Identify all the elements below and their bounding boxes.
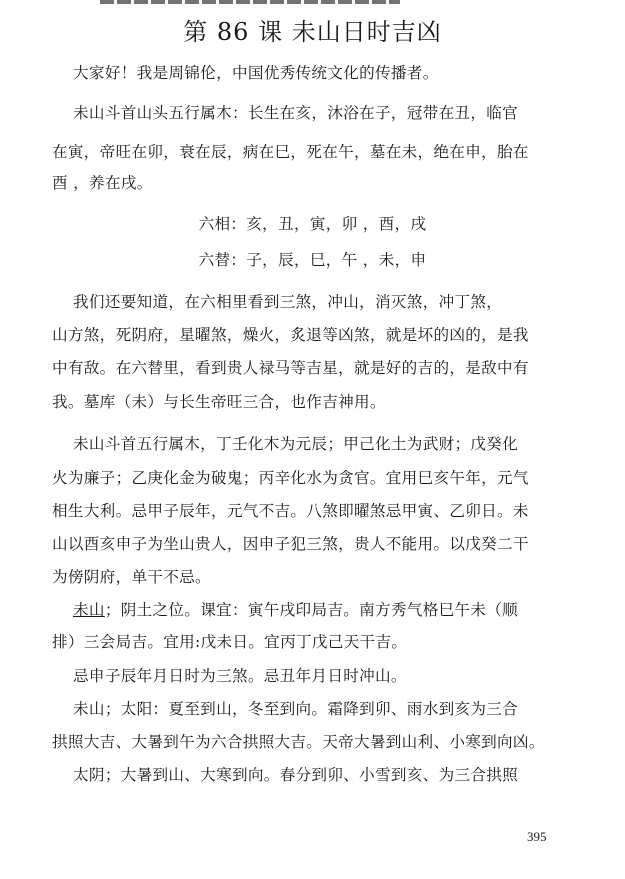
text-line-centered: 六相：亥，丑，寅，卯 ，酉，戌 (198, 215, 427, 233)
text-line: 排）三会局吉。宜用:戊未日。宜丙丁戊己天干吉。 (52, 633, 408, 651)
text-line: 未山；阴土之位。课宜：寅午戌印局吉。南方秀气格巳午未（顺 (73, 601, 519, 619)
underlined-term: 未山 (73, 601, 105, 619)
text-line: 在寅，帝旺在卯，衰在辰，病在巳，死在午，墓在未，绝在申，胎在 (52, 143, 529, 161)
text-line: 相生大利。忌甲子辰年，元气不吉。八煞即曜煞忌甲寅、乙卯日。未 (52, 502, 529, 520)
text-line: 山方煞，死阴府，星曜煞，燥火，炙退等凶煞，就是坏的凶的，是我 (52, 326, 529, 344)
text-line: 太阴；大暑到山、大寒到向。春分到卯、小雪到亥、为三合拱照 (52, 766, 519, 784)
text-line: 酉 ，养在戌。 (52, 174, 153, 192)
text-line: 拱照大吉、大暑到午为六合拱照大吉。天帝大暑到山利、小寒到向凶。 (52, 733, 545, 751)
page-number: 395 (527, 829, 547, 844)
text-line: 我。墓库（未）与长生帝旺三合，也作吉神用。 (52, 393, 386, 411)
text-line: 山以酉亥申子为坐山贵人，因申子犯三煞，贵人不能用。以戊癸二干 (52, 535, 529, 553)
text-line: 大家好！我是周锦伦，中国优秀传统文化的传播者。 (52, 64, 439, 82)
text-line: 中有敌。在六替里，看到贵人禄马等吉星，就是好的吉的，是敌中有 (52, 359, 529, 377)
cropped-header-text (100, 0, 400, 4)
text-line: 为傍阴府，单干不忌。 (52, 568, 211, 586)
text-line: 未山斗首山头五行属木：长生在亥，沐浴在子，冠带在丑，临官 (52, 104, 519, 122)
text-line: 我们还要知道，在六相里看到三煞，冲山，消灭煞，冲丁煞， (52, 293, 503, 311)
page-title: 第 86 课 未山日时吉凶 (183, 18, 442, 46)
text-line: 未山斗首五行属木，丁壬化木为元辰；甲己化土为武财；戊癸化 (52, 435, 519, 453)
text-line: 火为廉子；乙庚化金为破鬼；丙辛化水为贪官。宜用巳亥午年，元气 (52, 469, 529, 487)
text-line-centered: 六替：子，辰，巳，午 ，未，申 (198, 251, 427, 269)
text-line: 未山；太阳：夏至到山，冬至到向。霜降到卯、雨水到亥为三合 (52, 700, 519, 718)
text-line: 忌申子辰年月日时为三煞。忌丑年月日时冲山。 (52, 667, 407, 685)
